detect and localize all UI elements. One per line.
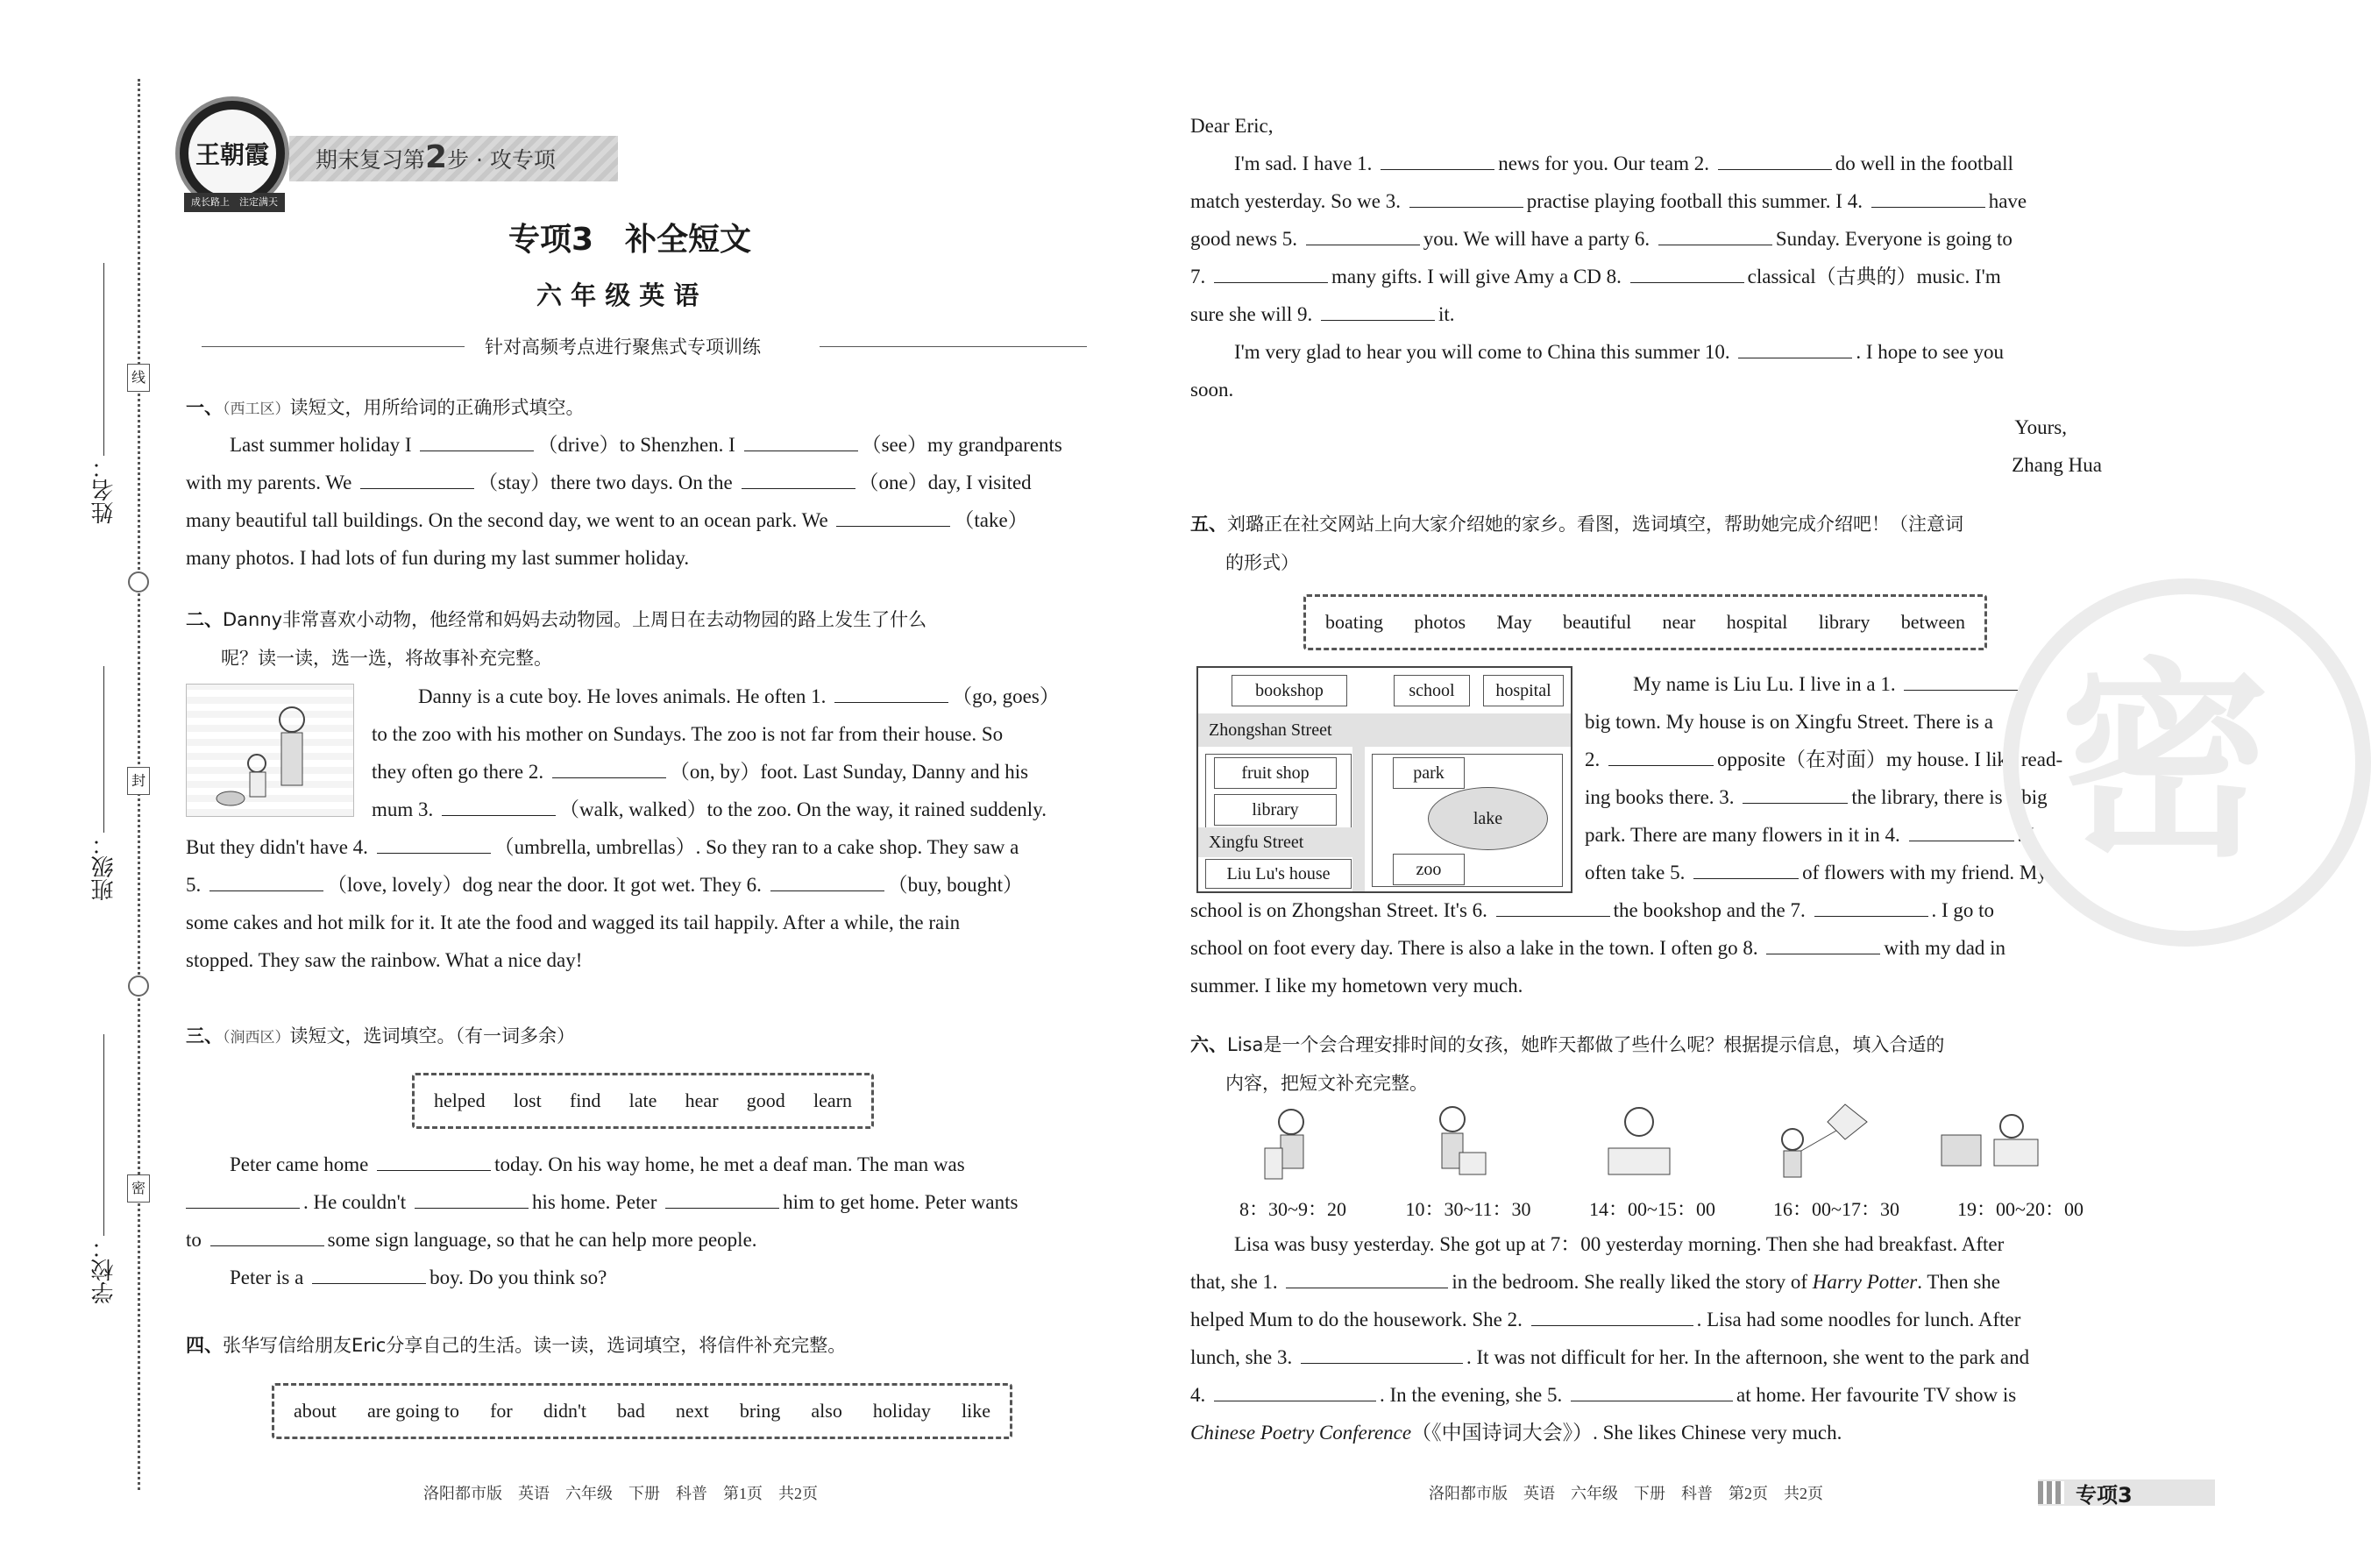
q4-blank[interactable]	[1381, 152, 1494, 170]
q4-blank[interactable]	[1738, 340, 1852, 358]
q6-blank[interactable]	[1301, 1345, 1463, 1364]
word-option: near	[1662, 611, 1696, 633]
q4-blank[interactable]	[1718, 152, 1832, 170]
word-option: next	[675, 1400, 709, 1422]
logo-text: 王朝霞	[195, 140, 269, 169]
homework-girl-icon	[1608, 1108, 1670, 1174]
q6-blank[interactable]	[1571, 1383, 1733, 1401]
q5-blank[interactable]	[1766, 936, 1880, 954]
word-option: for	[490, 1400, 513, 1422]
q6-blank[interactable]	[1214, 1383, 1376, 1401]
footer-tag: 专项3	[2076, 1483, 2133, 1508]
reading-girl-icon	[1265, 1110, 1303, 1179]
map-park: park	[1393, 757, 1465, 789]
school-label: 学校：	[91, 1236, 117, 1304]
map-zhongshan-street: Zhongshan Street	[1198, 713, 1571, 747]
q3-blank[interactable]	[377, 1153, 491, 1171]
name-field[interactable]	[103, 263, 104, 456]
time-label: 19：00~20：00	[1957, 1198, 2083, 1220]
q6-heading: 六、Lisa是一个会合理安排时间的女孩，她昨天都做了些什么呢？根据提示信息，填入合适的 内容，把短文补充完整。	[1190, 1034, 1945, 1094]
word-option: are going to	[366, 1400, 460, 1422]
q1-passage: Last summer holiday I （drive）to Shenzhen. I （see）my grandparents with my parents. We （stay）there two days. On the （one）day, I visited many beautiful tall buildings. On the second day, we went to an ocean park. We （take） many photos. I had lots of fun during my last summer holiday.	[186, 434, 1062, 569]
q3-blank[interactable]	[415, 1190, 529, 1209]
time-label: 14：00~15：00	[1589, 1198, 1715, 1220]
word-option: photos	[1414, 611, 1466, 633]
housework-girl-icon	[1440, 1107, 1486, 1174]
map-xingfu-street: Xingfu Street	[1198, 827, 1352, 857]
q2-blank[interactable]	[834, 685, 948, 703]
banner-title: 期末复习第2步 · 攻专项	[316, 139, 556, 175]
q3-blank[interactable]	[210, 1228, 324, 1246]
q4-heading: 四、张华写信给朋友Eric分享自己的生活。读一读，选词填空，将信件补充完整。	[186, 1335, 847, 1356]
word-option: late	[628, 1089, 657, 1111]
q4-blank[interactable]	[1409, 189, 1523, 208]
kite-girl-icon	[1782, 1104, 1867, 1177]
q5-blank[interactable]	[1496, 898, 1610, 917]
map-school: school	[1394, 675, 1470, 706]
q4-blank[interactable]	[1630, 265, 1744, 283]
q4-blank[interactable]	[1871, 189, 1985, 208]
page-subtitle: 六 年 级 英 语	[536, 280, 699, 310]
tagline-rule-left	[202, 346, 465, 347]
q5-blank[interactable]	[1608, 748, 1714, 766]
word-option: hear	[685, 1089, 719, 1111]
q5-heading: 五、刘璐正在社交网站上向大家介绍她的家乡。看图，选词填空，帮助她完成介绍吧！（注意词 的形式）	[1190, 514, 1963, 573]
seal-mark-seal: 封	[127, 767, 150, 795]
q1-heading: 一、（西工区）读短文，用所给词的正确形式填空。	[186, 397, 585, 418]
logo-ribbon: 成长路上 注定满天	[184, 193, 285, 212]
word-option: lost	[513, 1089, 542, 1111]
time-label: 8：30~9：20	[1239, 1198, 1346, 1220]
page-title: 专项3 补全短文	[508, 222, 752, 258]
q2-heading: 二、Danny非常喜欢小动物，他经常和妈妈去动物园。上周日在去动物园的路上发生了什么 呢？读一读，选一选，将故事补充完整。	[186, 609, 927, 669]
word-option: good	[746, 1089, 785, 1111]
q2-blank[interactable]	[770, 873, 884, 891]
word-option: didn't	[543, 1400, 587, 1422]
scissor-icon	[128, 976, 149, 997]
q2-blank[interactable]	[209, 873, 323, 891]
map-zoo: zoo	[1393, 854, 1465, 885]
time-label: 16：00~17：30	[1773, 1198, 1899, 1220]
q1-blank[interactable]	[836, 508, 950, 527]
q3-blank[interactable]	[186, 1190, 300, 1209]
footer-right: 洛阳都市版 英语 六年级 下册 科普 第2页 共2页	[1429, 1485, 1823, 1502]
name-label: 姓名：	[91, 456, 117, 524]
q2-blank[interactable]	[552, 760, 666, 778]
word-option: beautiful	[1563, 611, 1632, 633]
footer-left: 洛阳都市版 英语 六年级 下册 科普 第1页 共2页	[423, 1485, 818, 1502]
map-liu-lu-house: Liu Lu's house	[1205, 859, 1352, 889]
word-option: bad	[617, 1400, 645, 1422]
seal-mark-line: 线	[127, 364, 150, 392]
word-option: learn	[813, 1089, 852, 1111]
q1-blank[interactable]	[744, 433, 858, 451]
scissor-icon	[128, 571, 149, 592]
q5-blank[interactable]	[1743, 785, 1848, 804]
word-option: boating	[1325, 611, 1383, 633]
q1-blank[interactable]	[742, 471, 855, 489]
word-option: like	[961, 1400, 990, 1422]
q4-blank[interactable]	[1321, 302, 1435, 321]
map-bookshop: bookshop	[1232, 675, 1347, 706]
lisa-activity-illustrations	[1223, 1100, 2099, 1188]
word-option: between	[1900, 611, 1965, 633]
map-hospital: hospital	[1483, 675, 1564, 706]
q3-word-bank	[412, 1073, 874, 1129]
q4-blank[interactable]	[1658, 227, 1772, 245]
q3-passage: Peter came home today. On his way home, he met a deaf man. The man was . He couldn't his home. Peter him to get home. Peter wants to some sign language, so that he can help more people. Peter is a boy. Do you think so?	[186, 1153, 1019, 1288]
q6-blank[interactable]	[1286, 1270, 1448, 1288]
tv-girl-icon	[1942, 1115, 2038, 1166]
q6-blank[interactable]	[1531, 1308, 1693, 1326]
word-option: bring	[739, 1400, 781, 1422]
q1-blank[interactable]	[360, 471, 474, 489]
q2-blank[interactable]	[377, 835, 491, 854]
map-library: library	[1214, 794, 1337, 826]
word-option: hospital	[1726, 611, 1788, 633]
word-option: find	[569, 1089, 601, 1111]
q6-passage: Lisa was busy yesterday. She got up at 7：00 yesterday morning. Then she had breakfast. After that, she 1. in the bedroom. She really liked the story of Harry Potter. Then she helped Mum to do the housework. She 2. . Lisa had some noodles for lunch. After lunch, she 3. . It was not difficult for her. In the afternoon, she went to the park and 4. . In the evening, she 5. at home. Her favourite TV show is Chinese Poetry Conference（《中国诗词大会》）. She likes Chinese very much.	[1190, 1233, 2030, 1444]
q5-blank[interactable]	[1904, 672, 2018, 691]
q4-blank[interactable]	[1306, 227, 1420, 245]
q5-blank[interactable]	[1909, 823, 2014, 841]
word-option: library	[1818, 611, 1871, 633]
seal-mark-secret: 密	[127, 1174, 150, 1203]
watermark-glyph: 密	[2060, 640, 2271, 885]
q3-heading: 三、（涧西区）读短文，选词填空。（有一词多余）	[186, 1025, 575, 1047]
footer-tag-pattern	[2038, 1481, 2064, 1504]
q4-blank[interactable]	[1214, 265, 1328, 283]
time-label: 10：30~11：30	[1405, 1198, 1531, 1220]
map-lake: lake	[1428, 787, 1548, 850]
class-field[interactable]	[103, 666, 104, 833]
q4-letter: Dear Eric, I'm sad. I have 1. news for you. Our team 2. do well in the football match yesterday. So we 3. practise playing football this summer. I 4. have good news 5. you. We will have a party 6. Sunday. Everyone is going to 7. many gifts. I will give Amy a CD 8. classical（古典的）music. I'm sure she will 9. it. I'm very glad to hear you will come to China this summer 10. . I hope to see you soon. Yours, Zhang Hua	[1190, 115, 2102, 476]
word-option: helped	[434, 1089, 486, 1111]
q3-blank[interactable]	[665, 1190, 779, 1209]
q2-passage: Danny is a cute boy. He loves animals. He often 1. （go, goes） to the zoo with his mother on Sundays. The zoo is not far from their house. So they often go there 2. （on, by）foot. Last Sunday, Danny and his mum 3. （walk, walked）to the zoo. On the way, it rained suddenly. But they didn't have 4. （umbrella, umbrellas）. So they ran to a cake shop. They saw a 5. （love, lovely）dog near the door. It got wet. They 6. （buy, bought） some cakes and hot milk for it. It ate the food and wagged its tail happily. After a while, the rain stopped. They saw the rainbow. What a nice day!	[186, 685, 1060, 971]
tagline: 针对高频考点进行聚焦式专项训练	[485, 337, 761, 358]
q5-word-bank	[1303, 594, 1987, 650]
word-option: holiday	[872, 1400, 931, 1422]
q2-blank[interactable]	[442, 798, 556, 816]
q3-blank[interactable]	[312, 1266, 426, 1284]
tagline-rule-right	[820, 346, 1087, 347]
word-option: about	[294, 1400, 337, 1422]
q1-blank[interactable]	[420, 433, 534, 451]
q6-timeline	[1223, 1100, 2099, 1223]
map-fruit-shop: fruit shop	[1214, 757, 1337, 789]
q5-passage: My name is Liu Lu. I live in a 1. big town. My house is on Xingfu Street. There is a 2. opposite（在对面）my house. I like read- ing books there. 3. the library, there is a big park. There are many flowers in it in 4. . I often take 5. of flowers with my friend. My school is on Zhongshan Street. It's 6. the bookshop and the 7. . I go to school on foot every day. There is also a lake in the town. I often go 8. with my dad in summer. I like my hometown very much.	[1190, 673, 2063, 997]
class-label: 班级：	[91, 833, 117, 901]
word-option: also	[811, 1400, 842, 1422]
q5-blank[interactable]	[1814, 898, 1928, 917]
q5-blank[interactable]	[1693, 861, 1799, 879]
school-field[interactable]	[103, 1034, 104, 1236]
q4-word-bank	[272, 1383, 1012, 1439]
word-option: May	[1496, 611, 1532, 633]
